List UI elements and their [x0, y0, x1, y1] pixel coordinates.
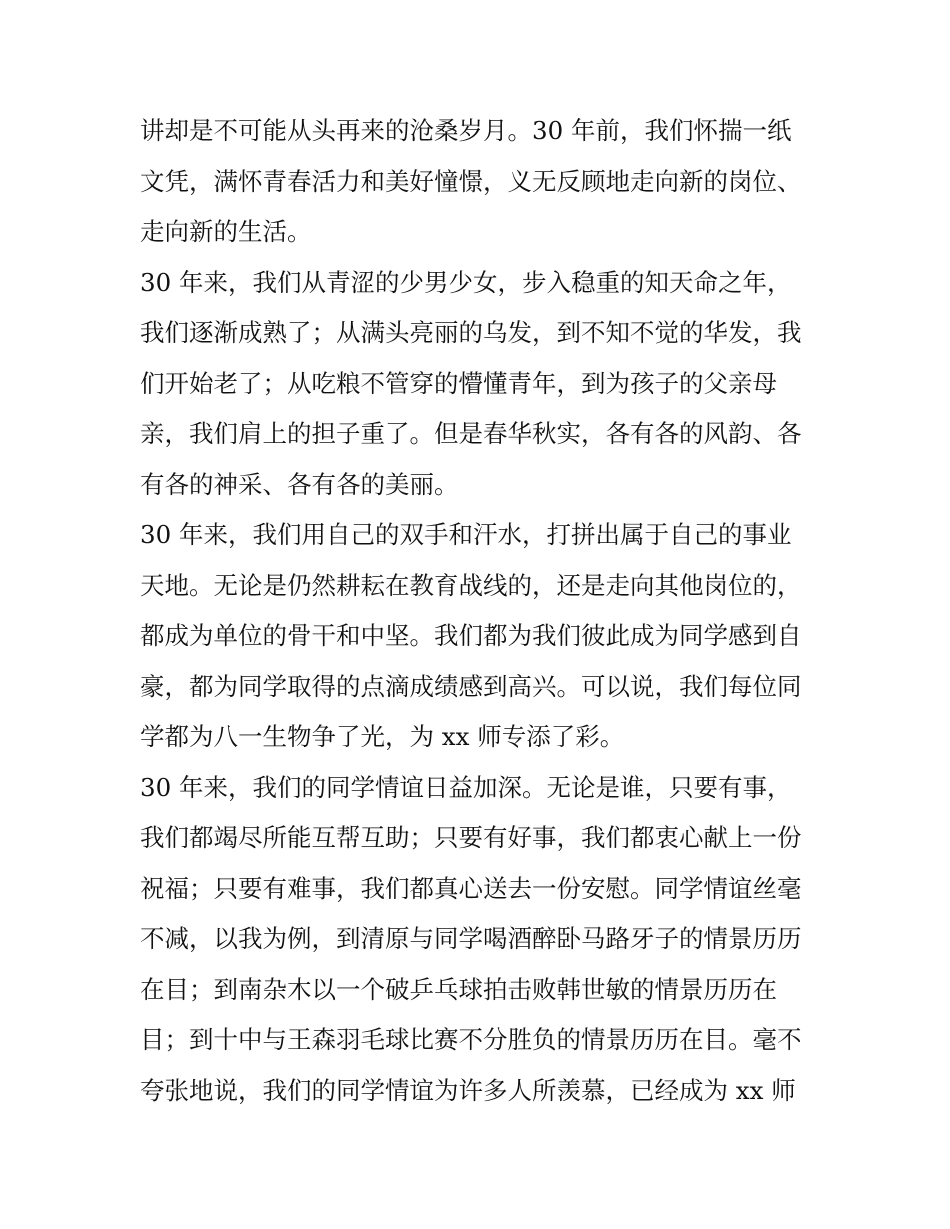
text-line: 有各的神采、各有各的美丽。	[140, 469, 459, 499]
text-line: 在目；到南杂木以一个破乒乓球拍击败韩世敏的情景历历在	[140, 974, 777, 1004]
text-line: 30 年来，我们从青涩的少男少女，步入稳重的知天命之年，	[140, 267, 792, 297]
text-line: 我们都竭尽所能互帮互助；只要有好事，我们都衷心献上一份	[140, 823, 802, 852]
text-line: 都成为单位的骨干和中坚。我们都为我们彼此成为同学感到自	[140, 621, 802, 650]
text-line: 目；到十中与王森羽毛球比赛不分胜负的情景历历在目。毫不	[140, 1025, 802, 1054]
text-line: 亲，我们肩上的担子重了。但是春华秋实，各有各的风韵、各	[140, 419, 802, 448]
text-line: 学都为八一生物争了光，为 xx 师专添了彩。	[140, 722, 625, 751]
text-line: 不减，以我为例，到清原与同学喝酒醉卧马路牙子的情景历历	[140, 924, 802, 953]
text-line: 祝福；只要有难事，我们都真心送去一份安慰。同学情谊丝毫	[140, 873, 802, 903]
text-line: 们开始老了；从吃粮不管穿的懵懂青年，到为孩子的父亲母	[140, 368, 777, 398]
text-line: 走向新的生活。	[140, 217, 312, 246]
text-line: 豪，都为同学取得的点滴成绩感到高兴。可以说，我们每位同	[140, 671, 802, 701]
text-line: 我们逐渐成熟了；从满头亮丽的乌发，到不知不觉的华发，我	[140, 318, 802, 347]
text-line: 讲却是不可能从头再来的沧桑岁月。30 年前，我们怀揣一纸	[140, 116, 792, 145]
body-text	[140, 106, 820, 1116]
text-line: 30 年来，我们用自己的双手和汗水，打拼出属于自己的事业	[140, 520, 792, 549]
text-line: 30 年来，我们的同学情谊日益加深。无论是谁，只要有事，	[140, 772, 792, 802]
text-line: 天地。无论是仍然耕耘在教育战线的，还是走向其他岗位的，	[140, 570, 802, 600]
text-line: 夸张地说，我们的同学情谊为许多人所羡慕，已经成为 xx 师	[140, 1075, 796, 1105]
text-line: 文凭，满怀青春活力和美好憧憬，义无反顾地走向新的岗位、	[140, 166, 802, 196]
